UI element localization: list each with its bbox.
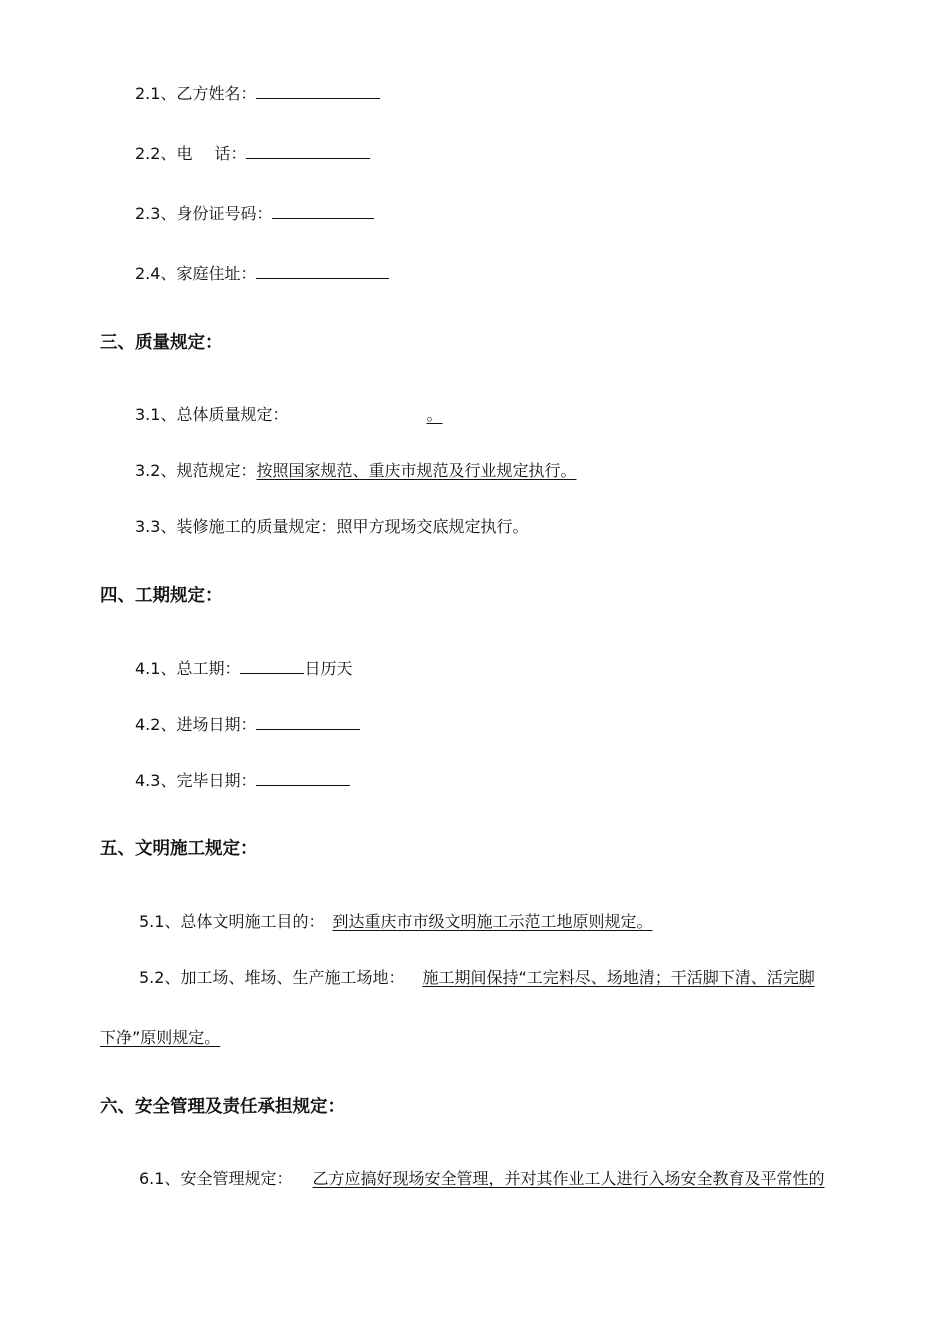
party-b-id-field[interactable] bbox=[272, 202, 374, 219]
section-5-heading: 五、文明施工规定： bbox=[100, 839, 258, 859]
section-4-item-3 bbox=[135, 769, 350, 792]
party-b-phone-field[interactable] bbox=[246, 142, 370, 159]
party-b-address-field[interactable] bbox=[256, 262, 389, 279]
section-5-item-1 bbox=[139, 911, 666, 933]
section-3-item-2 bbox=[135, 460, 582, 482]
site-rule-label: 5.2、加工场、堆场、生产施工场地： bbox=[139, 968, 405, 987]
party-b-id-label: 2.3、身份证号码： bbox=[135, 204, 273, 223]
quality-overall-field[interactable]: 。 bbox=[426, 405, 443, 424]
section-4-item-2 bbox=[135, 713, 360, 736]
safety-management-label: 6.1、安全管理规定： bbox=[139, 1169, 293, 1188]
section-3-item-1 bbox=[135, 404, 450, 426]
section-3-heading: 三、质量规定： bbox=[100, 333, 223, 353]
party-b-phone-label-suffix: 话： bbox=[214, 144, 247, 163]
section-6-item-1 bbox=[139, 1168, 824, 1190]
quality-overall-label: 3.1、总体质量规定： bbox=[135, 405, 289, 424]
party-b-id-row bbox=[135, 202, 374, 225]
section-6-heading: 六、安全管理及责任承担规定： bbox=[100, 1097, 345, 1117]
section-5-item-2-continued bbox=[100, 1027, 226, 1049]
civilized-goal-value: 到达重庆市市级文明施工示范工地原则规定。 bbox=[332, 912, 653, 931]
end-date-field[interactable] bbox=[256, 769, 350, 786]
party-b-address-label: 2.4、家庭住址： bbox=[135, 264, 257, 283]
section-4-item-1 bbox=[135, 657, 352, 680]
end-date-label: 4.3、完毕日期： bbox=[135, 771, 257, 790]
total-duration-label: 4.1、总工期： bbox=[135, 659, 241, 678]
section-4-heading: 四、工期规定： bbox=[100, 586, 223, 606]
start-date-label: 4.2、进场日期： bbox=[135, 715, 257, 734]
section-3-item-3: 3.3、装修施工的质量规定：照甲方现场交底规定执行。 bbox=[135, 517, 529, 536]
party-b-name-field[interactable] bbox=[256, 82, 380, 99]
party-b-phone-label: 2.2、电 bbox=[135, 144, 193, 163]
party-b-phone-row bbox=[135, 142, 370, 165]
total-duration-field[interactable] bbox=[240, 657, 304, 674]
party-b-address-row bbox=[135, 262, 389, 285]
total-duration-unit: 日历天 bbox=[304, 659, 353, 678]
site-rule-value-line-1: 施工期间保持“工完料尽、场地清；干活脚下清、活完脚 bbox=[422, 968, 815, 987]
civilized-goal-label: 5.1、总体文明施工目的： bbox=[139, 912, 325, 931]
party-b-name-label: 2.1、乙方姓名： bbox=[135, 84, 257, 103]
safety-management-value: 乙方应搞好现场安全管理，并对其作业工人进行入场安全教育及平常性的 bbox=[312, 1169, 825, 1188]
start-date-field[interactable] bbox=[256, 713, 360, 730]
party-b-name-row bbox=[135, 82, 380, 105]
site-rule-value-line-2: 下净”原则规定。 bbox=[100, 1028, 221, 1047]
section-5-item-2 bbox=[139, 967, 815, 989]
quality-standard-value: 按照国家规范、重庆市规范及行业规定执行。 bbox=[256, 461, 577, 480]
quality-standard-label: 3.2、规范规定： bbox=[135, 461, 257, 480]
